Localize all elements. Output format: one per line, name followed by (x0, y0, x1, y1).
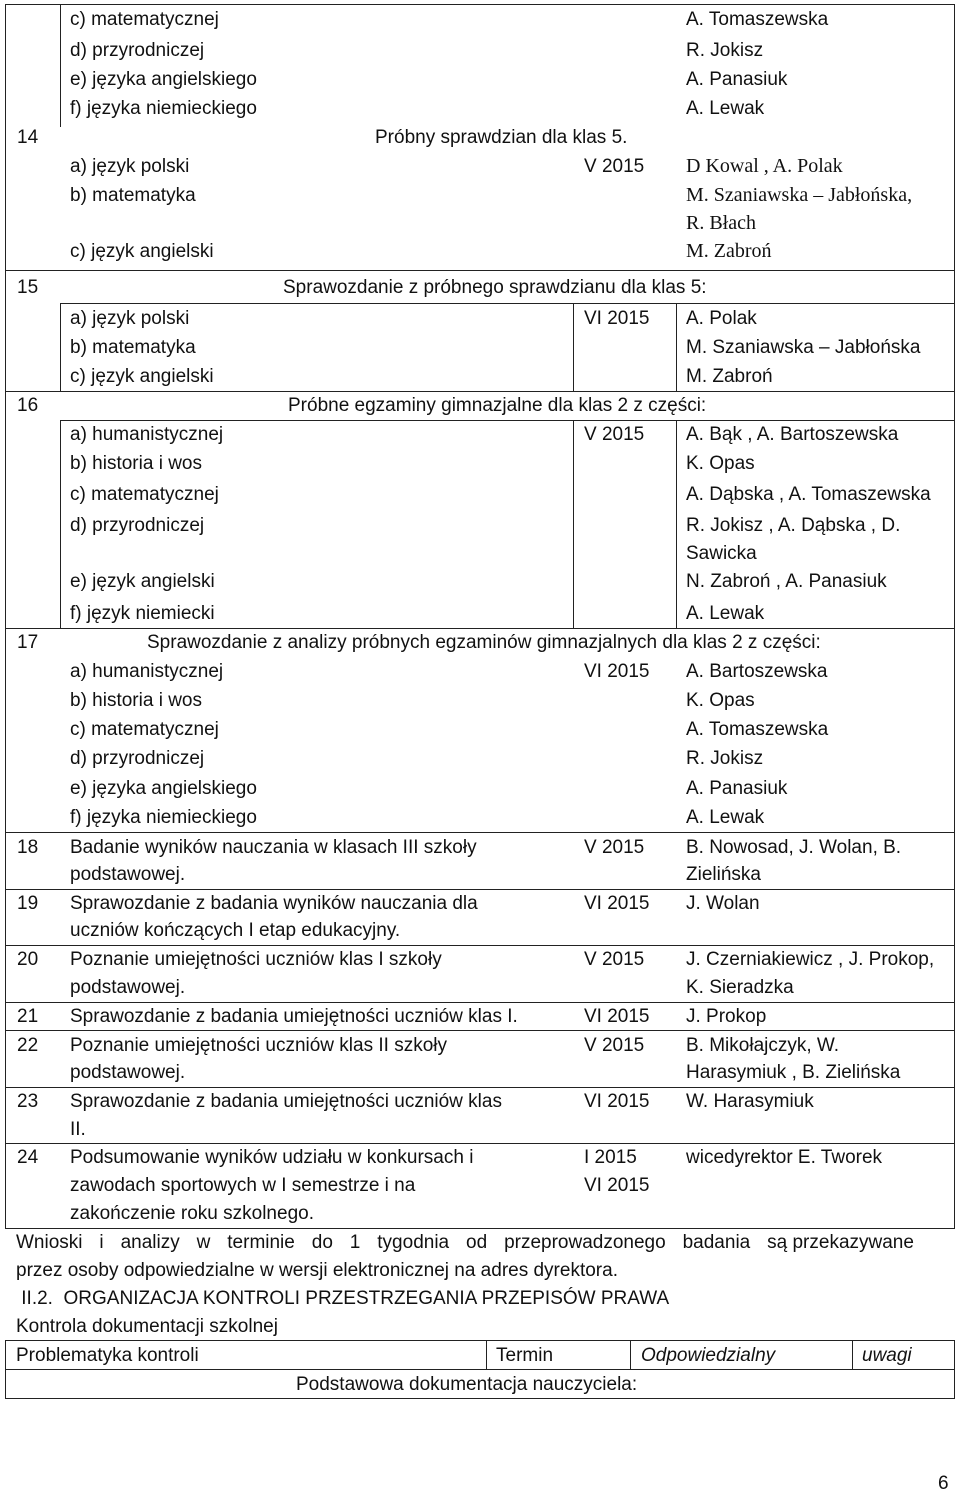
row-number: 20 (17, 949, 39, 970)
subject-label: f) języka niemieckiego (70, 807, 257, 828)
subject-label: e) języka angielskiego (70, 778, 257, 799)
term: V 2015 (584, 837, 645, 858)
person-name: A. Tomaszewska (686, 719, 829, 740)
task-description: Badanie wyników nauczania w klasach III szkoły (70, 837, 477, 858)
subject-label: e) języka angielskiego (70, 69, 257, 90)
person-name: A. Dąbska , A. Tomaszewska (686, 484, 931, 505)
person-name: M. Szaniawska – Jabłońska (686, 337, 921, 358)
column-header: Problematyka kontroli (16, 1345, 199, 1366)
row-divider-18 (5, 889, 955, 890)
person-name: A. Lewak (686, 98, 765, 119)
row-divider-19 (5, 945, 955, 946)
person-name: W. Harasymiuk (686, 1091, 814, 1112)
term: I 2015 (584, 1147, 637, 1168)
note-word: od (466, 1232, 488, 1253)
person-name: M. Zabroń (686, 366, 773, 387)
person-name: R. Jokisz (686, 748, 764, 769)
person-name: Zielińska (686, 864, 761, 885)
subject-label: f) języka niemieckiego (70, 98, 257, 119)
term: VI 2015 (584, 308, 650, 329)
note-word: przeprowadzonego (504, 1232, 666, 1253)
subject-label: c) matematycznej (70, 484, 219, 505)
person-name: A. Tomaszewska (686, 9, 829, 30)
person-name: J. Prokop (686, 1006, 767, 1027)
person-name: J. Wolan (686, 893, 760, 914)
person-name: K. Opas (686, 690, 755, 711)
term: V 2015 (584, 156, 645, 177)
table-top-border (5, 4, 955, 5)
person-name: J. Czerniakiewicz , J. Prokop, (686, 949, 935, 970)
subject-label: c) język angielski (70, 366, 214, 387)
column-header: uwagi (862, 1345, 912, 1366)
term: V 2015 (584, 949, 645, 970)
table-left-border (5, 4, 6, 1229)
term: VI 2015 (584, 1175, 650, 1196)
term: VI 2015 (584, 661, 650, 682)
subject-label: a) język polski (70, 308, 190, 329)
task-description: podstawowej. (70, 864, 186, 885)
term: V 2015 (584, 424, 645, 445)
control-table-col-divider (630, 1340, 631, 1370)
person-name: M. Zabroń (686, 240, 772, 262)
section-heading: II.2. ORGANIZACJA KONTROLI PRZESTRZEGANIA PRZEPISÓW PRAWA (16, 1288, 670, 1309)
person-name: K. Opas (686, 453, 755, 474)
task-description: II. (70, 1119, 86, 1140)
subject-label: c) język angielski (70, 241, 214, 262)
task-description: Poznanie umiejętności uczniów klas I szkoły (70, 949, 442, 970)
row-divider-17 (5, 832, 955, 833)
row-divider-20 (5, 1002, 955, 1003)
subject-label: d) przyrodniczej (70, 748, 205, 769)
person-name: wicedyrektor E. Tworek (686, 1147, 883, 1168)
term: VI 2015 (584, 1091, 650, 1112)
person-column-divider (676, 303, 677, 392)
person-name: R. Jokisz , A. Dąbska , D. (686, 515, 901, 536)
note-word: terminie (227, 1232, 295, 1253)
person-name: N. Zabroń , A. Panasiuk (686, 571, 887, 592)
subject-label: b) matematyka (70, 185, 196, 206)
column-header: Termin (496, 1345, 554, 1366)
note-word: do (311, 1232, 333, 1253)
person-name: Harasymiuk , B. Zielińska (686, 1062, 901, 1083)
subsection-heading: Kontrola dokumentacji szkolnej (16, 1316, 278, 1337)
term: VI 2015 (584, 893, 650, 914)
subject-label: a) humanistycznej (70, 661, 224, 682)
page-number: 6 (938, 1473, 949, 1494)
subject-label: a) język polski (70, 156, 190, 177)
person-column-divider (676, 420, 677, 629)
control-table-col-divider (852, 1340, 853, 1370)
task-description: Poznanie umiejętności uczniów klas II szkoły (70, 1035, 448, 1056)
control-table-header-divider (5, 1369, 955, 1370)
task-description: Podsumowanie wyników udziału w konkursach i (70, 1147, 474, 1168)
subject-label: b) historia i wos (70, 690, 202, 711)
subject-label: c) matematycznej (70, 719, 219, 740)
notes-line-2: przez osoby odpowiedzialne w wersji elektronicznej na adres dyrektora. (16, 1260, 618, 1281)
person-name: B. Mikołajczyk, W. (686, 1035, 840, 1056)
person-name: A. Panasiuk (686, 69, 788, 90)
task-description: zawodach sportowych w I semestrze i na (70, 1175, 416, 1196)
person-name: A. Lewak (686, 603, 765, 624)
note-word: i (99, 1232, 104, 1253)
person-name: Sawicka (686, 543, 757, 564)
row-title: Próbny sprawdzian dla klas 5. (375, 127, 628, 148)
term: V 2015 (584, 1035, 645, 1056)
row-title: Sprawozdanie z analizy próbnych egzaminów gimnazjalnych dla klas 2 z części: (147, 632, 821, 653)
subject-label: d) przyrodniczej (70, 515, 205, 536)
subject-label: c) matematycznej (70, 9, 219, 30)
row-number: 21 (17, 1006, 39, 1027)
note-word: 1 (349, 1232, 361, 1253)
row-number: 23 (17, 1091, 39, 1112)
task-description: Sprawozdanie z badania wyników nauczania dla (70, 893, 478, 914)
control-table-row-title: Podstawowa dokumentacja nauczyciela: (296, 1374, 638, 1395)
task-description: Sprawozdanie z badania umiejętności uczniów klas (70, 1091, 502, 1112)
row-number: 14 (17, 127, 39, 148)
term-column-divider (573, 303, 574, 392)
row-number: 22 (17, 1035, 39, 1056)
person-name: B. Nowosad, J. Wolan, B. (686, 837, 902, 858)
task-description: Sprawozdanie z badania umiejętności uczniów klas I. (70, 1006, 518, 1027)
person-name: A. Lewak (686, 807, 765, 828)
row-title: Próbne egzaminy gimnazjalne dla klas 2 z części: (288, 395, 707, 416)
note-word: w (196, 1232, 211, 1253)
subject-label: f) język niemiecki (70, 603, 215, 624)
task-description: podstawowej. (70, 1062, 186, 1083)
row-number: 18 (17, 837, 39, 858)
row-divider-22 (5, 1087, 955, 1088)
number-column-divider (60, 4, 61, 127)
task-description: zakończenie roku szkolnego. (70, 1203, 314, 1224)
note-word: Wnioski (16, 1232, 83, 1253)
person-name: A. Panasiuk (686, 778, 788, 799)
row-number: 15 (17, 277, 39, 298)
control-table-col-divider (486, 1340, 487, 1370)
row-number: 24 (17, 1147, 39, 1168)
subject-label: b) historia i wos (70, 453, 202, 474)
subject-label: d) przyrodniczej (70, 40, 205, 61)
person-name: M. Szaniawska – Jabłońska, (686, 184, 913, 206)
row-number: 16 (17, 395, 39, 416)
row-number: 19 (17, 893, 39, 914)
person-name: A. Bartoszewska (686, 661, 828, 682)
person-name: A. Polak (686, 308, 757, 329)
person-name: D Kowal , A. Polak (686, 155, 843, 177)
term-column-divider (573, 420, 574, 629)
subject-label: e) język angielski (70, 571, 215, 592)
person-name: K. Sieradzka (686, 977, 794, 998)
person-name: A. Bąk , A. Bartoszewska (686, 424, 899, 445)
note-word: analizy (120, 1232, 180, 1253)
note-word: tygodnia (377, 1232, 450, 1253)
note-word: są przekazywane (767, 1232, 914, 1253)
note-word: badania (682, 1232, 751, 1253)
notes-line-1 (16, 1233, 914, 1252)
term: VI 2015 (584, 1006, 650, 1027)
task-description: podstawowej. (70, 977, 186, 998)
table-bottom-border (5, 1228, 955, 1229)
row-number: 17 (17, 632, 39, 653)
task-description: uczniów kończących I etap edukacyjny. (70, 920, 401, 941)
row-title: Sprawozdanie z próbnego sprawdzianu dla klas 5: (283, 277, 707, 298)
row-divider-23 (5, 1143, 955, 1144)
subject-label: a) humanistycznej (70, 424, 224, 445)
person-name: R. Błach (686, 212, 756, 234)
person-name: R. Jokisz (686, 40, 764, 61)
column-header: Odpowiedzialny (641, 1345, 776, 1366)
subject-label: b) matematyka (70, 337, 196, 358)
row-divider-21 (5, 1030, 955, 1031)
row-divider-14 (5, 270, 955, 271)
